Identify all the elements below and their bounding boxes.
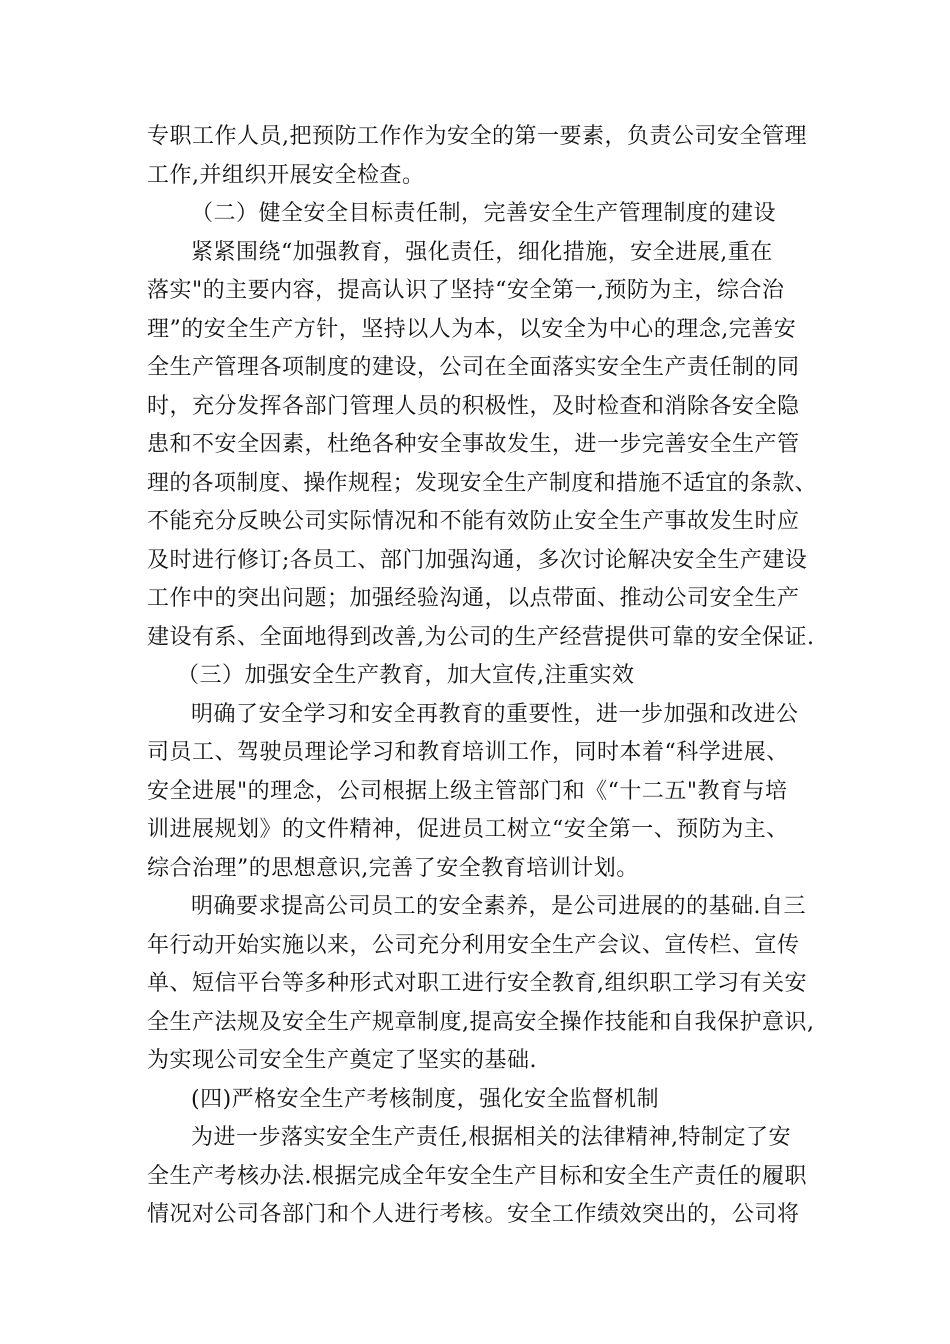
body-line: 全生产考核办法.根据完成全年安全生产目标和安全生产责任的履职 [147, 1163, 807, 1189]
section-heading-2: （二）健全安全目标责任制，完善安全生产管理制度的建设 [191, 201, 777, 226]
body-line: 安全进展"的理念，公司根据上级主管部门和《“十二五"教育与培 [147, 778, 788, 804]
body-line: 专职工作人员,把预防工作作为安全的第一要素，负责公司安全管理 [147, 124, 807, 149]
document-body [147, 118, 817, 1235]
body-line: 情况对公司各部门和个人进行考核。安全工作绩效突出的，公司将 [147, 1202, 800, 1227]
body-line: 时，充分发挥各部门管理人员的积极性，及时检查和消除各安全隐 [147, 393, 800, 419]
body-line: 单、短信平台等多种形式对职工进行安全教育,组织职工学习有关安 [147, 971, 807, 996]
section-heading-4: (四)严格安全生产考核制度，强化安全监督机制 [191, 1086, 660, 1112]
body-line: 工作,并组织开展安全检查。 [147, 162, 425, 188]
body-line: 理的各项制度、操作规程；发现安全生产制度和措施不适宜的条款、 [147, 470, 818, 496]
body-line: 患和不安全因素，杜绝各种安全事故发生，进一步完善安全生产管 [147, 432, 800, 457]
body-line: 年行动开始实施以来，公司充分利用安全生产会议、宣传栏、宣传 [147, 932, 800, 958]
paragraph-start: 明确了安全学习和安全再教育的重要性，进一步加强和改进公 [191, 701, 799, 727]
paragraph-start: 明确要求提高公司员工的安全素养，是公司进展的的基础.自三 [191, 894, 806, 919]
paragraph-start: 紧紧围绕“加强教育，强化责任，细化措施，安全进展,重在 [191, 239, 773, 265]
body-line: 及时进行修订;各员工、部门加强沟通，多次讨论解决安全生产建设 [147, 547, 808, 573]
body-line: 工作中的突出问题；加强经验沟通，以点带面、推动公司安全生产 [147, 586, 800, 611]
body-line: 训进展规划》的文件精神，促进员工树立“安全第一、预防为主、 [147, 817, 789, 842]
body-line: 为实现公司安全生产奠定了坚实的基础. [147, 1048, 537, 1073]
body-line: 不能充分反映公司实际情况和不能有效防止安全生产事故发生时应 [147, 509, 800, 534]
body-line: 司员工、驾驶员理论学习和教育培训工作，同时本着“科学进展、 [147, 740, 789, 765]
body-line: 综合治理”的思想意识,完善了安全教育培训计划。 [147, 855, 639, 881]
body-line: 全生产管理各项制度的建设，公司在全面落实安全生产责任制的同 [147, 355, 800, 380]
section-heading-3: （三）加强安全生产教育，加大宣传,注重实效 [177, 663, 635, 688]
paragraph-start: 为进一步落实安全生产责任,根据相关的法律精神,特制定了安 [191, 1125, 791, 1150]
body-line: 落实"的主要内容，提高认识了坚持“安全第一,预防为主，综合治 [147, 278, 785, 303]
body-line: 建设有系、全面地得到改善,为公司的生产经营提供可靠的安全保证. [147, 624, 815, 650]
body-line: 全生产法规及安全生产规章制度,提高安全操作技能和自我保护意识, [147, 1009, 815, 1035]
body-line: 理”的安全生产方针，坚持以人为本，以安全为中心的理念,完善安 [147, 316, 797, 342]
